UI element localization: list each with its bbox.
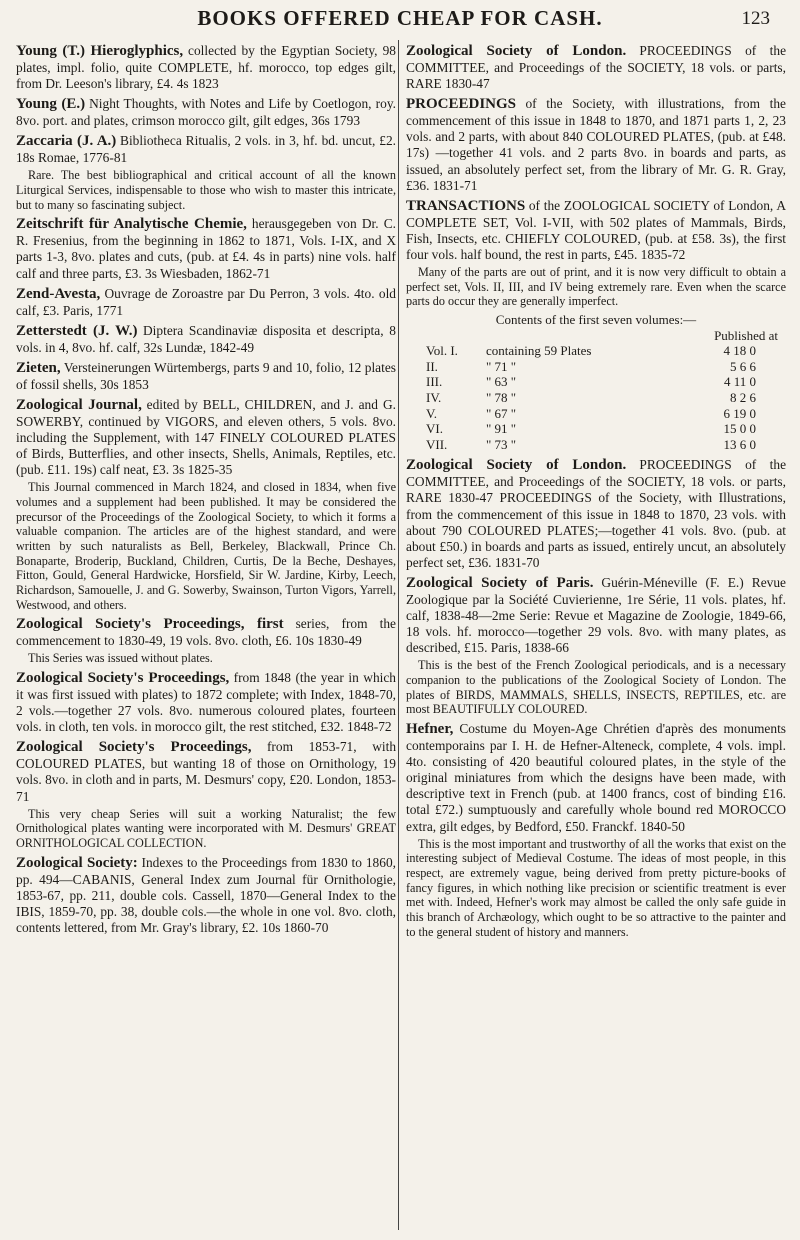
- catalogue-entry: [406, 456, 786, 571]
- contents-row: [406, 390, 786, 406]
- catalogue-entry: [406, 95, 786, 194]
- contents-vol: VII.: [426, 436, 448, 452]
- contents-price: 5 6 6: [730, 358, 756, 374]
- contents-desc: " 71 ": [486, 358, 517, 374]
- contents-row: [406, 437, 786, 453]
- contents-price: 6 19 0: [723, 405, 756, 421]
- contents-vol: VI.: [426, 421, 443, 437]
- entry-heading: Zoological Society of London.: [406, 43, 627, 59]
- catalogue-entry: [16, 738, 396, 850]
- entry-description: Ouvrage de Zoroastre par Du Perron, 3 vols. 4to. old calf, £3. Paris, 1771: [16, 285, 396, 318]
- contents-vol: IV.: [426, 389, 442, 405]
- entry-description: collected by the Egyptian Society, 98 plates, impl. folio, quite COMPLETE, hf. morocco, top edges gilt, from Dr. Leeson's library, £4. 4s 1823: [16, 43, 396, 92]
- entry-description: Indexes to the Proceedings from 1830 to 1860, pp. 494—CABANIS, General Index zum Journal für Ornithologie, 1853-67, pp. 211, double cols. Cassell, 1870—General Index to the IBIS, 1859-70, pp. 38, double cols.—the whole in one vol. 8vo. cloth, contents lettered, from Mr. Gray's library, £2. 10s 1860-70: [16, 854, 396, 935]
- contents-row: [406, 421, 786, 437]
- contents-vol: V.: [426, 405, 437, 421]
- entry-note: Many of the parts are out of print, and it is now very difficult to obtain a perfect set, Vols. II, III, and IV being extremely rare. Even when the scarce parts do occur they are generally imperfect.: [406, 265, 786, 309]
- entry-heading: Zoological Society's Proceedings, first: [16, 616, 284, 633]
- entry-heading: Zoological Society's Proceedings,: [16, 739, 252, 756]
- catalogue-entry: [406, 42, 786, 92]
- contents-desc: " 73 ": [486, 436, 517, 452]
- contents-vol: II.: [426, 358, 438, 374]
- entry-heading: Zoological Journal,: [16, 397, 142, 414]
- entry-description: PROCEEDINGS of the COMMITTEE, and Proceedings of the SOCIETY, 18 vols. or parts, RARE 1830-47: [406, 43, 786, 92]
- entry-description: PROCEEDINGS of the COMMITTEE, and Proceedings of the SOCIETY, 18 vols. or parts, RARE 1830-47 PROCEEDINGS of the Society, with Illustrations, from the commencement of this issue in 1848 to 1870, 23 vols. with about 790 COLOURED PLATES;—together 41 vols. 8vo. (pub. at about £50.) in boards and parts as issued, entirely uncut, an absolutely perfect set, £36. 1831-70: [406, 457, 786, 570]
- entry-note: This Series was issued without plates.: [28, 651, 213, 666]
- entry-description: from 1848 (the year in which it was first issued with plates) to 1872 complete; with Index, 1848-70, 2 vols.—together 27 vols. 8vo. numerous coloured plates, fourteen vols. in cloth, ten vols. in morocco gilt, the rest stitched, £32. 1848-72: [16, 669, 396, 735]
- entry-description: of the ZOOLOGICAL SOCIETY of London, A COMPLETE SET, Vol. I-VII, with 502 plates of Mammals, Birds, Fish, Insects, etc. CHIEFLY COLOURED, (pub. at £58. 3s), the first four vols. half bound, the rest in parts, £45. 1835-72: [406, 197, 786, 262]
- entry-heading: Zeitschrift für Analytische Chemie,: [16, 216, 247, 233]
- contents-vol: III.: [426, 374, 443, 390]
- entry-heading: Zend-Avesta,: [16, 285, 101, 302]
- contents-desc: " 63 ": [486, 374, 517, 390]
- entry-description: Bibliotheca Ritualis, 2 vols. in 3, hf. bd. uncut, £2. 18s Romae, 1776-81: [16, 133, 396, 166]
- entry-heading: Zaccaria (J. A.): [16, 133, 117, 150]
- entry-note: This is the most important and trustworthy of all the works that exist on the interesting subject of Medieval Costume. The ideas of most people, in this respect, are extremely vague, being derived from pretty picture-books of fancy figures, in which nothing like precision or scientific treatment is ever met with. Indeed, Hefner's work may almost be called the only safe guide in this branch of Archæology, which ought to be so attractive to the painter and to the general student of history and manners.: [406, 836, 786, 939]
- entry-heading: Zoological Society of Paris.: [406, 575, 594, 592]
- entry-heading: Zetterstedt (J. W.): [16, 322, 138, 339]
- entry-heading: Zieten,: [16, 359, 61, 376]
- entry-heading: Hefner,: [406, 721, 454, 738]
- right-entries-bottom: [406, 456, 786, 939]
- catalogue-entry: [406, 197, 786, 309]
- contents-desc: containing 59 Plates: [486, 343, 592, 359]
- contents-row: [406, 406, 786, 422]
- entry-description: Versteinerungen Würtembergs, parts 9 and 10, folio, 12 plates of fossil shells, 30s 1853: [16, 359, 396, 392]
- entry-heading: Young (E.): [16, 96, 86, 113]
- entry-description: from 1853-71, with COLOURED PLATES, but wanting 18 of those on Ornithology, 19 vols. 8vo. in cloth and in parts, M. Desmurs' copy, £20. London, 1853-71: [16, 739, 396, 804]
- page-number: 123: [741, 8, 770, 29]
- entry-description: Guérin-Méneville (F. E.) Revue Zoologique par la Société Cuvierienne, 1re Série, 11 vols. plates, hf. calf, 1838-48—2me Serie: Revue et Magazine de Zoologie, 1849-66, 18 vols. hf. morocco—together 29 vols. 8vo. with many plates, as described, £15. Paris, 1838-66: [406, 575, 786, 656]
- entry-heading: Zoological Society of London.: [406, 457, 627, 474]
- entry-note: Rare. The best bibliographical and critical account of all the known Liturgical Services, indispensable to those who wish to master this intricate, but to many so fascinating subject.: [16, 168, 396, 212]
- contents-row: [406, 359, 786, 375]
- contents-rows: [406, 343, 786, 452]
- entry-description: Costume du Moyen-Age Chrétien d'après des monuments contemporains par I. H. de Hefner-Alteneck, complete, 4 vols. impl. 4to. consisting of 420 beautiful coloured plates, in the style of the original miniatures from which the designs have been made, with descriptive text in French (pub. at 1400 francs, cost of binding £16. total £72.) sumptuously and carefully whole bound red MOROCCO extra, gilt edges, by Bedford, £50. Franckf. 1840-50: [406, 721, 786, 834]
- entry-description: herausgegeben von Dr. C. R. Fresenius, from the beginning in 1862 to 1871, Vols. I-IX, and X parts 1-3, 8vo. plates and cuts, (pub. at £4. 4s in parts) nine vols. half calf and three parts, £3. 3s Wiesbaden, 1862-71: [16, 216, 396, 281]
- catalogue-entry: [16, 285, 396, 319]
- catalogue-entry: [16, 396, 396, 612]
- entry-heading: Zoological Society:: [16, 854, 138, 871]
- contents-desc: " 78 ": [486, 389, 517, 405]
- entry-heading: Zoological Society's Proceedings,: [16, 669, 230, 686]
- page-header: [0, 6, 800, 36]
- contents-price: 4 11 0: [723, 374, 756, 390]
- catalogue-entry: [16, 322, 396, 356]
- entry-note: This Journal commenced in March 1824, and closed in 1834, when five volumes and a supplement had been published. It may be considered the precursor of the Proceedings of the Zoological Society, to which it forms a valuable companion. The articles are of the highest standard, and were written by such naturalists as Bell, Berkeley, Blackwall, Prince Ch. Bonaparte, Broderip, Buckland, Children, Curtis, De la Beche, Deshayes, Fitton, Gould, General Hardwicke, Horsfield, Sir W. Jardine, Kirby, Leech, Richardson, Samouelle, J. and G. Sowerby, Swainson, Turton Vigors, Yarrell, Westwood, and others.: [16, 480, 396, 612]
- catalogue-entry: [16, 95, 396, 129]
- entry-description: of the Society, with illustrations, from the commencement of this issue in 1848 to 1870, and 1871 parts 1, 2, 23 vols. and 2 parts, with about 840 COLOURED PLATES, (pub. at £48. 17s) —together 41 vols. and 2 parts 8vo. in boards and parts, as issued, an absolutely perfect set, from the library of Mr. G. R. Gray, £36. 1831-71: [406, 96, 786, 193]
- column-divider: [398, 40, 399, 1230]
- contents-vol: Vol. I.: [426, 343, 458, 359]
- contents-row: [406, 374, 786, 390]
- published-at-header: Published at: [714, 327, 778, 343]
- catalogue-entry: [16, 132, 396, 212]
- contents-price: 8 2 6: [730, 389, 756, 405]
- entry-note: This is the best of the French Zoological periodicals, and is a necessary companion to the publications of the Zoological Society of London. The plates of BIRDS, MAMMALS, SHELLS, INSECTS, REPTILES, etc. are most BEAUTIFULLY COLOURED.: [406, 658, 786, 717]
- running-title: BOOKS OFFERED CHEAP FOR CASH.: [197, 6, 603, 30]
- catalogue-entry: [16, 42, 396, 92]
- contents-price: 13 6 0: [723, 436, 756, 452]
- entry-description: edited by BELL, CHILDREN, and J. and G. SOWERBY, continued by VIGORS, and eleven others, 5 vols. 8vo. including the Supplement, with 147 FINELY COLOURED PLATES of Birds, Butterflies, and other insects, Shells, Animals, Reptiles, etc. (pub. £11. 19s) calf neat, £3. 3s 1825-35: [16, 397, 396, 478]
- contents-price: 4 18 0: [723, 343, 756, 359]
- entry-heading: TRANSACTIONS: [406, 197, 526, 214]
- entry-note: This very cheap Series will suit a working Naturalist; the few Ornithological plates wanting were incorporated with M. Desmurs' GREAT ORNITHOLOGICAL COLLECTION.: [16, 806, 396, 850]
- contents-caption: Contents of the first seven volumes:—: [495, 312, 697, 328]
- entry-heading: PROCEEDINGS: [406, 96, 517, 113]
- contents-price: 15 0 0: [723, 421, 756, 437]
- catalogue-entry: [16, 854, 396, 936]
- catalogue-entry: [16, 215, 396, 281]
- catalogue-entry: [406, 720, 786, 939]
- right-entries-top: [406, 42, 786, 309]
- catalogue-entry: [16, 615, 396, 666]
- left-column: [16, 42, 396, 1222]
- contents-row: [406, 343, 786, 359]
- entry-heading: Young (T.) Hieroglyphics,: [16, 43, 184, 59]
- entry-description: Night Thoughts, with Notes and Life by Coetlogon, roy. 8vo. port. and plates, crimson morocco gilt, gilt edges, 36s 1793: [16, 96, 396, 129]
- right-column: [406, 42, 786, 1222]
- catalogue-entry: [16, 359, 396, 393]
- entry-description: Diptera Scandinaviæ disposita et descripta, 8 vols. in 4, 8vo. hf. calf, 32s Lundæ, 1842-49: [16, 322, 396, 355]
- contents-desc: " 67 ": [486, 405, 517, 421]
- contents-desc: " 91 ": [486, 421, 517, 437]
- contents-table: [406, 312, 786, 452]
- entry-description: series, from the commencement to 1830-49, 19 vols. 8vo. cloth, £6. 10s 1830-49: [16, 616, 396, 649]
- catalogue-entry: [16, 669, 396, 735]
- catalogue-entry: [406, 574, 786, 717]
